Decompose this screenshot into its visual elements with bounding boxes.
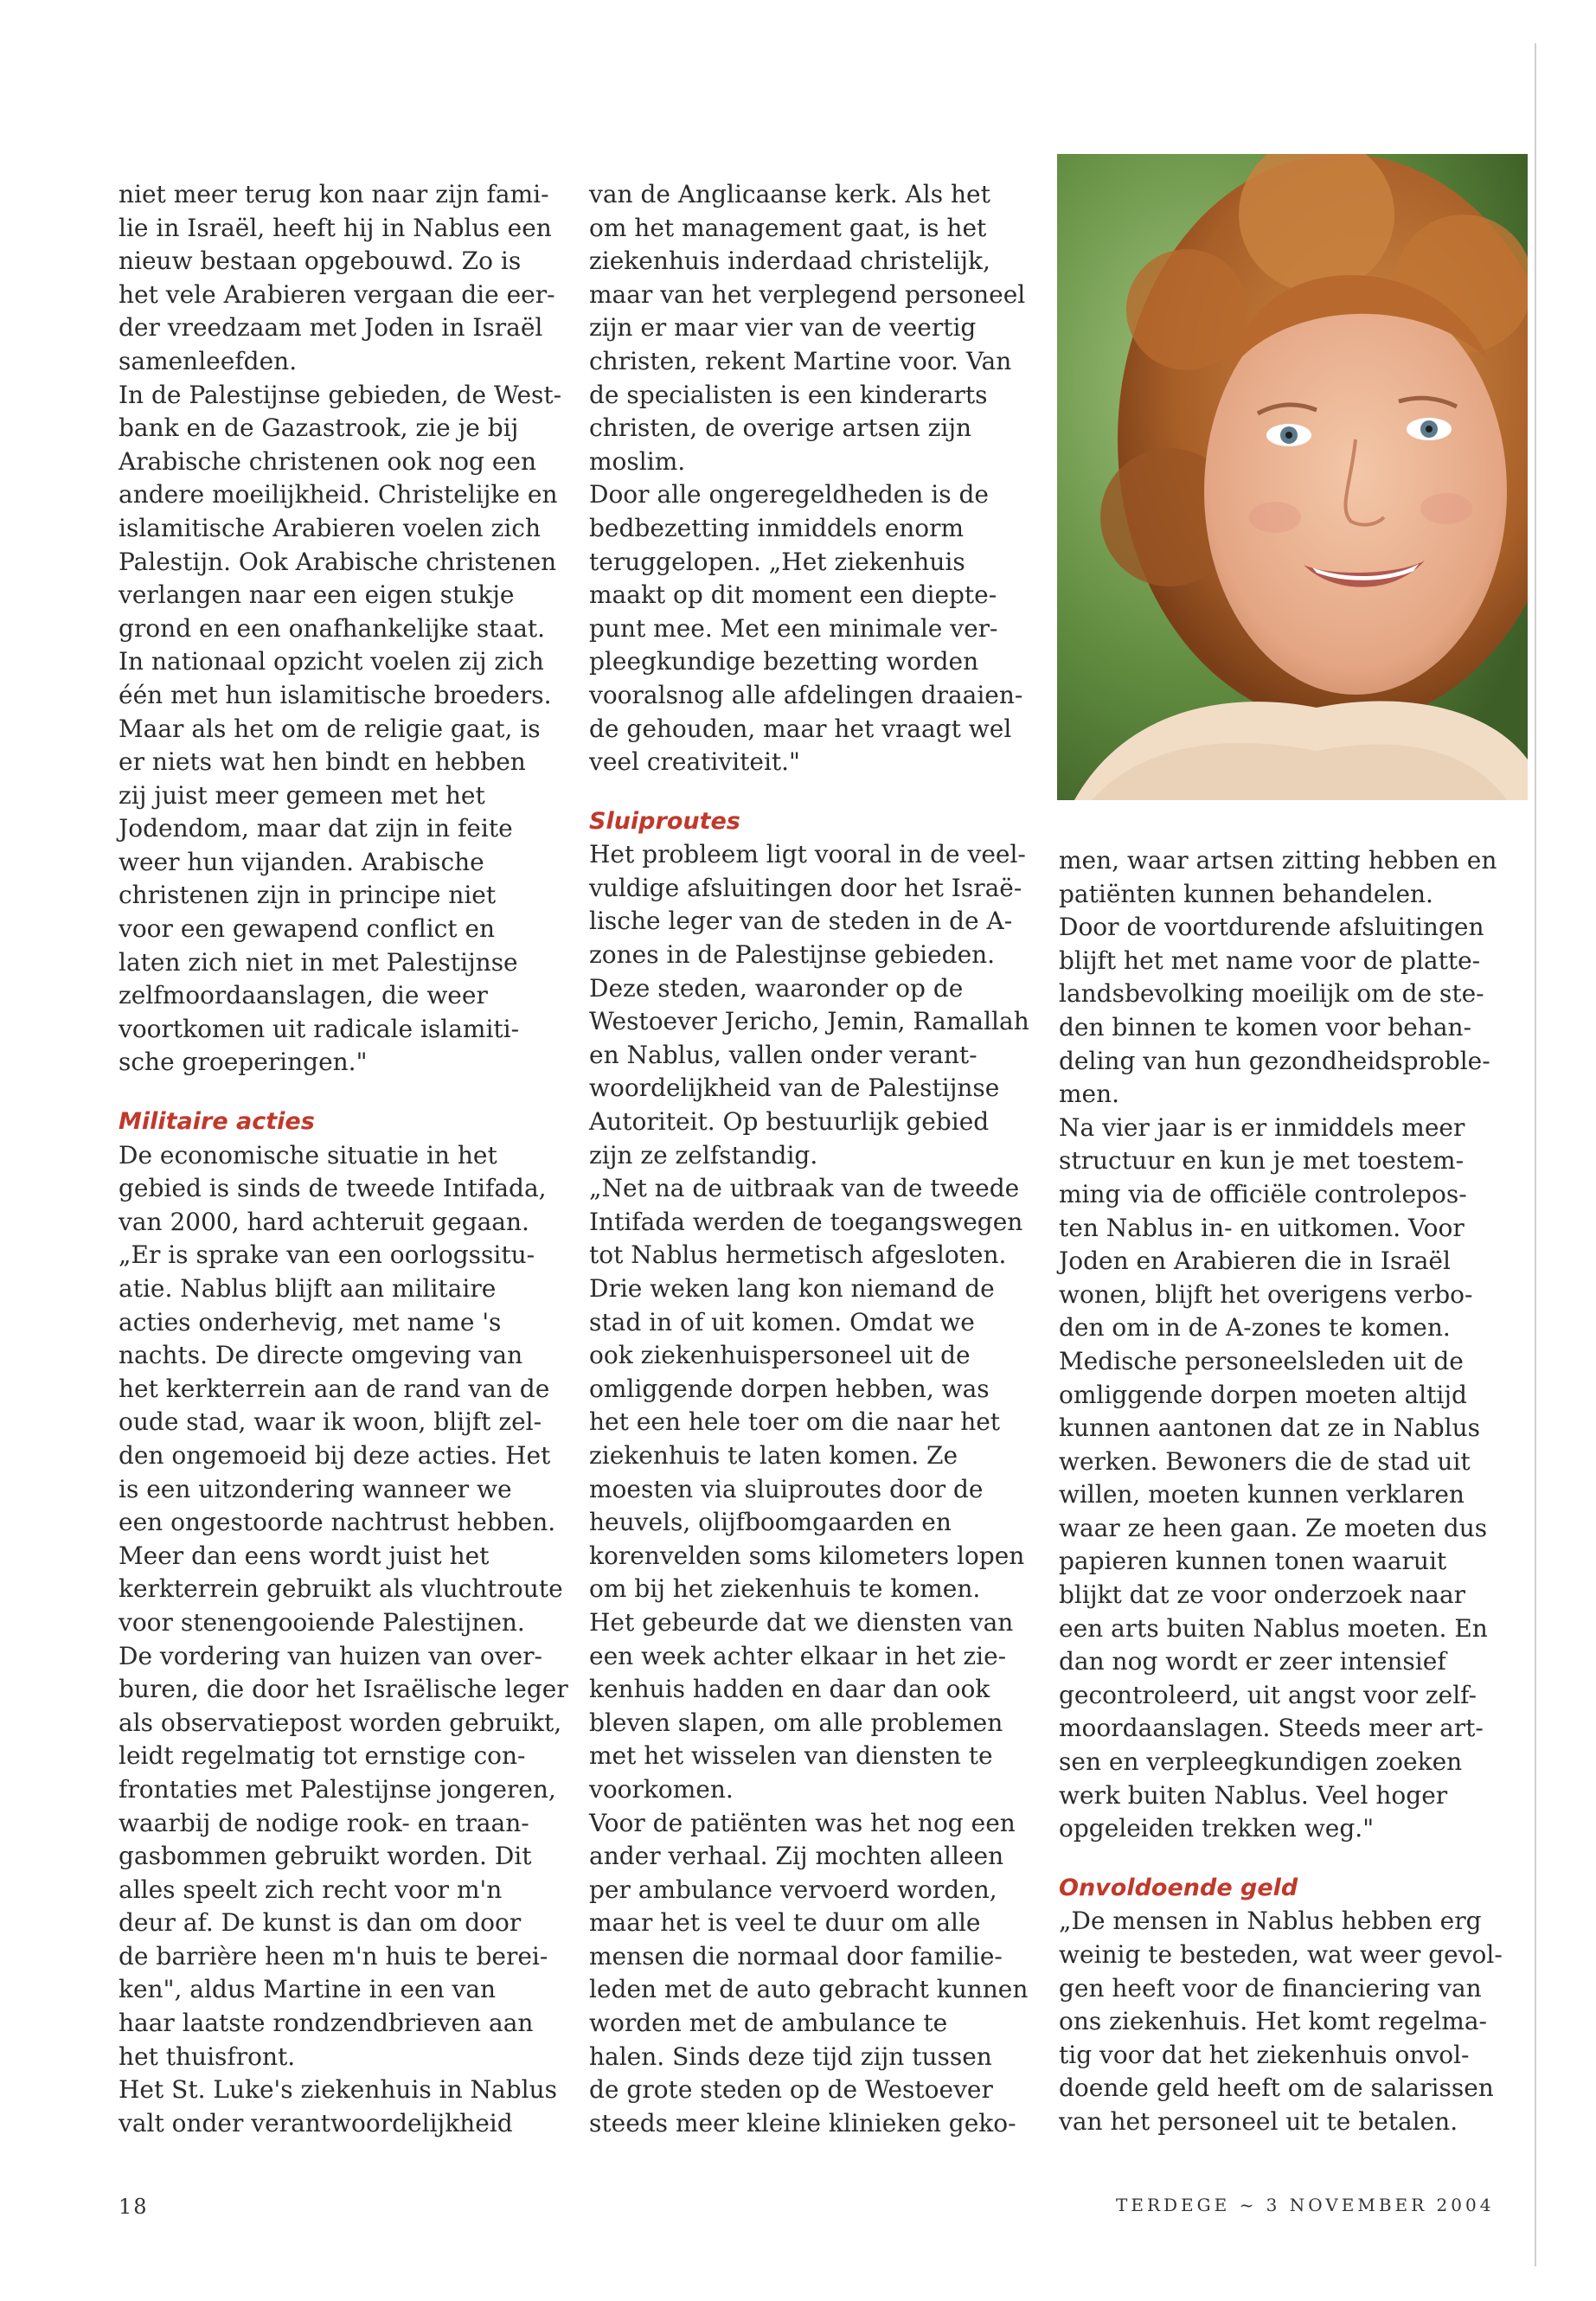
- body-text-line: andere moeilijkheid. Christelijke en: [119, 480, 558, 510]
- body-text-line: zones in de Palestijnse gebieden.: [589, 940, 996, 970]
- body-text-line: acties onderhevig, met name 's: [119, 1307, 502, 1336]
- body-text-line: sche groeperingen.": [119, 1048, 368, 1077]
- body-text-line: een ongestoorde nachtrust hebben.: [119, 1508, 556, 1537]
- body-text-line: De economische situatie in het: [119, 1140, 497, 1170]
- body-text-line: haar laatste rondzendbrieven aan: [119, 2009, 534, 2038]
- body-text-line: patiënten kunnen behandelen.: [1059, 879, 1433, 908]
- article-column-3: [1059, 844, 1503, 2139]
- body-text-line: Deze steden, waaronder op de: [589, 973, 964, 1003]
- body-text-line: ziekenhuis te laten komen. Ze: [589, 1440, 958, 1470]
- body-text-line: van de Anglicaanse kerk. Als het: [589, 180, 990, 208]
- body-text-line: werk buiten Nablus. Veel hoger: [1059, 1780, 1448, 1810]
- body-text-line: kerkterrein gebruikt als vluchtroute: [119, 1574, 563, 1604]
- body-text-line: doende geld heeft om de salarissen: [1059, 2073, 1494, 2103]
- body-text-line: wonen, blijft het overigens verbo-: [1059, 1279, 1473, 1309]
- body-text-line: bleven slapen, om alle problemen: [589, 1708, 1003, 1737]
- section-spacer: [119, 1080, 555, 1106]
- page-edge-line: [1535, 43, 1536, 2266]
- body-text-line: ander verhaal. Zij mochten alleen: [589, 1842, 1004, 1871]
- body-text-line: Medische personeelsleden uit de: [1059, 1346, 1464, 1375]
- body-text-line: korenvelden soms kilometers lopen: [589, 1541, 1025, 1570]
- body-text-line: er niets wat hen bindt en hebben: [119, 747, 526, 777]
- body-text-line: deur af. De kunst is dan om door: [119, 1908, 522, 1938]
- body-text-line: voortkomen uit radicale islamiti-: [119, 1014, 520, 1043]
- body-text-line: maakt op dit moment een diepte-: [589, 580, 997, 610]
- body-text-line: atie. Nablus blijft aan militaire: [119, 1274, 497, 1303]
- body-text-line: nachts. De directe omgeving van: [119, 1341, 523, 1370]
- body-text-line: Meer dan eens wordt juist het: [119, 1541, 490, 1570]
- body-text-line: Door alle ongeregeldheden is de: [589, 480, 989, 510]
- body-text-line: der vreedzaam met Joden in Israël: [119, 313, 543, 343]
- body-text-line: de grote steden op de Westoever: [589, 2075, 993, 2105]
- body-text-line: voorkomen.: [589, 1774, 734, 1804]
- body-text-line: opgeleiden trekken weg.": [1059, 1814, 1375, 1843]
- body-text-line: ons ziekenhuis. Het komt regelma-: [1059, 2007, 1487, 2036]
- body-text-line: halen. Sinds deze tijd zijn tussen: [589, 2041, 992, 2071]
- body-text-line: maar van het verplegend personeel: [589, 279, 1026, 309]
- body-text-line: buren, die door het Israëlische leger: [119, 1675, 568, 1704]
- body-text-line: de barrière heen m'n huis te berei-: [119, 1941, 548, 1971]
- body-text-line: met het wisselen van diensten te: [589, 1741, 993, 1771]
- body-text-line: Door de voortdurende afsluitingen: [1059, 913, 1484, 942]
- body-text-line: een arts buiten Nablus moeten. En: [1059, 1613, 1488, 1643]
- body-text-line: den om in de A-zones te komen.: [1059, 1313, 1451, 1343]
- body-text-line: één met hun islamitische broeders.: [119, 680, 552, 709]
- body-text-line: het thuisfront.: [119, 2041, 296, 2071]
- body-text-line: structuur en kun je met toestem-: [1059, 1146, 1465, 1176]
- body-text-line: kenhuis hadden en daar dan ook: [589, 1675, 990, 1704]
- body-text-line: omliggende dorpen moeten altijd: [1059, 1380, 1467, 1409]
- body-text-line: het een hele toer om die naar het: [589, 1407, 1001, 1437]
- body-text-line: het kerkterrein aan de rand van de: [119, 1374, 550, 1403]
- body-text-line: om het management gaat, is het: [589, 213, 987, 242]
- body-text-line: bank en de Gazastrook, zie je bij: [119, 413, 519, 443]
- body-text-line: mensen die normaal door familie-: [589, 1941, 1003, 1971]
- body-text-line: Het probleem ligt vooral in de veel-: [589, 840, 1026, 869]
- body-text-line: lische leger van de steden in de A-: [589, 907, 1013, 936]
- body-text-line: een week achter elkaar in het zie-: [589, 1641, 1007, 1670]
- body-text-line: sen en verpleegkundigen zoeken: [1059, 1747, 1463, 1777]
- body-text-line: Het gebeurde dat we diensten van: [589, 1607, 1014, 1637]
- body-text-line: zijn ze zelfstandig.: [589, 1140, 818, 1170]
- body-text-line: vooralsnog alle afdelingen draaien-: [589, 680, 1023, 709]
- body-text-line: ken", aldus Martine in een van: [119, 1975, 497, 2004]
- section-heading: Onvoldoende geld: [1059, 1874, 1298, 1901]
- body-text-line: In nationaal opzicht voelen zij zich: [119, 647, 544, 676]
- article-column-1: [119, 178, 568, 2140]
- body-text-line: bedbezetting inmiddels enorm: [589, 513, 965, 542]
- body-text-line: den ongemoeid bij deze acties. Het: [119, 1440, 551, 1470]
- body-text-line: tot Nablus hermetisch afgesloten.: [589, 1240, 1007, 1270]
- body-text-line: nieuw bestaan opgebouwd. Zo is: [119, 247, 522, 276]
- body-text-line: waarbij de nodige rook- en traan-: [119, 1808, 529, 1837]
- body-text-line: veel creativiteit.": [589, 747, 800, 777]
- body-text-line: gasbommen gebruikt worden. Dit: [119, 1842, 532, 1871]
- body-text-line: ming via de officiële controlepos-: [1059, 1179, 1467, 1208]
- body-text-line: men.: [1059, 1080, 1120, 1109]
- body-text-line: christenen zijn in principe niet: [119, 881, 497, 910]
- portrait-photo: [1057, 154, 1528, 800]
- body-text-line: valt onder verantwoordelijkheid: [119, 2108, 513, 2138]
- body-text-line: Na vier jaar is er inmiddels meer: [1059, 1112, 1465, 1142]
- body-text-line: christen, de overige artsen zijn: [589, 413, 972, 443]
- body-text-line: maar het is veel te duur om alle: [589, 1908, 981, 1938]
- body-text-line: landsbevolking moeilijk om de ste-: [1059, 979, 1484, 1009]
- body-text-line: Intifada werden de toegangswegen: [589, 1207, 1023, 1236]
- body-text-line: den binnen te komen voor behan-: [1059, 1012, 1472, 1042]
- body-text-line: van het personeel uit te betalen.: [1059, 2106, 1458, 2136]
- body-text-line: „Net na de uitbraak van de tweede: [589, 1174, 1020, 1203]
- section-spacer: [589, 779, 1026, 805]
- body-text-line: waar ze heen gaan. Ze moeten dus: [1059, 1513, 1488, 1542]
- body-text-line: samenleefden.: [119, 346, 298, 375]
- body-text-line: leden met de auto gebracht kunnen: [589, 1975, 1029, 2004]
- body-text-line: „Er is sprake van een oorlogssitu-: [119, 1240, 535, 1270]
- body-text-line: omliggende dorpen hebben, was: [589, 1374, 990, 1403]
- body-text-line: Joden en Arabieren die in Israël: [1059, 1247, 1451, 1276]
- body-text-line: Drie weken lang kon niemand de: [589, 1274, 995, 1303]
- body-text-line: als observatiepost worden gebruikt,: [119, 1708, 562, 1737]
- body-text-line: papieren kunnen tonen waaruit: [1059, 1547, 1447, 1576]
- body-text-line: Jodendom, maar dat zijn in feite: [119, 814, 513, 843]
- body-text-line: pleegkundige bezetting worden: [589, 647, 979, 676]
- section-heading: Sluiproutes: [589, 807, 740, 835]
- body-text-line: moordaanslagen. Steeds meer art-: [1059, 1714, 1484, 1743]
- page-number: 18: [119, 2195, 149, 2219]
- publication-footer: TERDEGE ~ 3 NOVEMBER 2004: [1116, 2195, 1495, 2215]
- body-text-line: willen, moeten kunnen verklaren: [1059, 1480, 1465, 1509]
- body-text-line: ook ziekenhuispersoneel uit de: [589, 1341, 971, 1370]
- body-text-line: dan nog wordt er zeer intensief: [1059, 1647, 1446, 1676]
- body-text-line: steeds meer kleine klinieken geko-: [589, 2108, 1016, 2138]
- body-text-line: niet meer terug kon naar zijn fami-: [119, 180, 549, 208]
- body-text-line: Maar als het om de religie gaat, is: [119, 714, 541, 743]
- body-text-line: vuldige afsluitingen door het Israë-: [589, 873, 1022, 902]
- body-text-line: stad in of uit komen. Omdat we: [589, 1307, 975, 1336]
- body-text-line: Voor de patiënten was het nog een: [589, 1808, 1016, 1837]
- body-text-line: Autoriteit. Op bestuurlijk gebied: [589, 1107, 990, 1137]
- body-text-line: voor stenengooiende Palestijnen.: [119, 1607, 525, 1637]
- body-text-line: weinig te besteden, wat weer gevol-: [1059, 1940, 1503, 1969]
- body-text-line: deling van hun gezondheidsproble-: [1059, 1046, 1490, 1075]
- body-text-line: werken. Bewoners die de stad uit: [1059, 1446, 1471, 1476]
- section-heading: Militaire acties: [119, 1108, 315, 1136]
- portrait-illustration: [1057, 154, 1528, 800]
- body-text-line: om bij het ziekenhuis te komen.: [589, 1574, 981, 1604]
- body-text-line: De vordering van huizen van over-: [119, 1641, 542, 1670]
- body-text-line: is een uitzondering wanneer we: [119, 1474, 512, 1503]
- body-text-line: gen heeft voor de financiering van: [1059, 1973, 1482, 2003]
- body-text-line: gebied is sinds de tweede Intifada,: [119, 1174, 547, 1203]
- body-text-line: christen, rekent Martine voor. Van: [589, 346, 1012, 375]
- body-text-line: blijkt dat ze voor onderzoek naar: [1059, 1580, 1466, 1610]
- body-text-line: Het St. Luke's ziekenhuis in Nablus: [119, 2075, 558, 2105]
- body-text-line: lie in Israël, heeft hij in Nablus een: [119, 213, 552, 242]
- body-text-line: oude stad, waar ik woon, blijft zel-: [119, 1407, 542, 1437]
- body-text-line: de gehouden, maar het vraagt wel: [589, 714, 1012, 743]
- article-column-2: [589, 178, 1029, 2140]
- body-text-line: Westoever Jericho, Jemin, Ramallah: [589, 1007, 1029, 1036]
- body-text-line: islamitische Arabieren voelen zich: [119, 513, 542, 542]
- body-text-line: voor een gewapend conflict en: [119, 914, 496, 944]
- body-text-line: tig voor dat het ziekenhuis onvol-: [1059, 2040, 1470, 2069]
- body-text-line: woordelijkheid van de Palestijnse: [589, 1074, 1000, 1103]
- body-text-line: alles speelt zich recht voor m'n: [119, 1875, 503, 1904]
- body-text-line: punt mee. Met een minimale ver-: [589, 613, 998, 643]
- body-text-line: van 2000, hard achteruit gegaan.: [119, 1207, 529, 1236]
- body-text-line: moslim.: [589, 446, 686, 476]
- body-text-line: de specialisten is een kinderarts: [589, 380, 988, 409]
- body-text-line: In de Palestijnse gebieden, de West-: [119, 380, 562, 409]
- body-text-line: men, waar artsen zitting hebben en: [1059, 846, 1497, 875]
- body-text-line: frontaties met Palestijnse jongeren,: [119, 1774, 556, 1804]
- body-text-line: het vele Arabieren vergaan die eer-: [119, 279, 555, 309]
- body-text-line: verlangen naar een eigen stukje: [119, 580, 515, 610]
- body-text-line: moesten via sluiproutes door de: [589, 1474, 984, 1503]
- body-text-line: leidt regelmatig tot ernstige con-: [119, 1741, 526, 1771]
- body-text-line: en Nablus, vallen onder verant-: [589, 1040, 977, 1069]
- body-text-line: teruggelopen. „Het ziekenhuis: [589, 547, 965, 576]
- body-text-line: Palestijn. Ook Arabische christenen: [119, 547, 557, 576]
- body-text-line: grond en een onafhankelijke staat.: [119, 613, 546, 643]
- body-text-line: „De mensen in Nablus hebben erg: [1059, 1907, 1482, 1936]
- body-text-line: gecontroleerd, uit angst voor zelf-: [1059, 1680, 1477, 1709]
- body-text-line: zij juist meer gemeen met het: [119, 780, 485, 810]
- section-spacer: [1059, 1846, 1496, 1872]
- body-text-line: blijft het met name voor de platte-: [1059, 945, 1481, 975]
- body-text-line: Arabische christenen ook nog een: [119, 446, 536, 476]
- body-text-line: per ambulance vervoerd worden,: [589, 1875, 997, 1904]
- body-text-line: heuvels, olijfboomgaarden en: [589, 1508, 952, 1537]
- body-text-line: worden met de ambulance te: [589, 2009, 948, 2038]
- body-text-line: weer hun vijanden. Arabische: [119, 847, 484, 876]
- body-text-line: zelfmoordaanslagen, die weer: [119, 981, 488, 1010]
- body-text-line: ziekenhuis inderdaad christelijk,: [589, 247, 990, 276]
- body-text-line: kunnen aantonen dat ze in Nablus: [1059, 1413, 1480, 1443]
- body-text-line: laten zich niet in met Palestijnse: [119, 947, 518, 977]
- body-text-line: ten Nablus in- en uitkomen. Voor: [1059, 1213, 1465, 1242]
- body-text-line: zijn er maar vier van de veertig: [589, 313, 977, 343]
